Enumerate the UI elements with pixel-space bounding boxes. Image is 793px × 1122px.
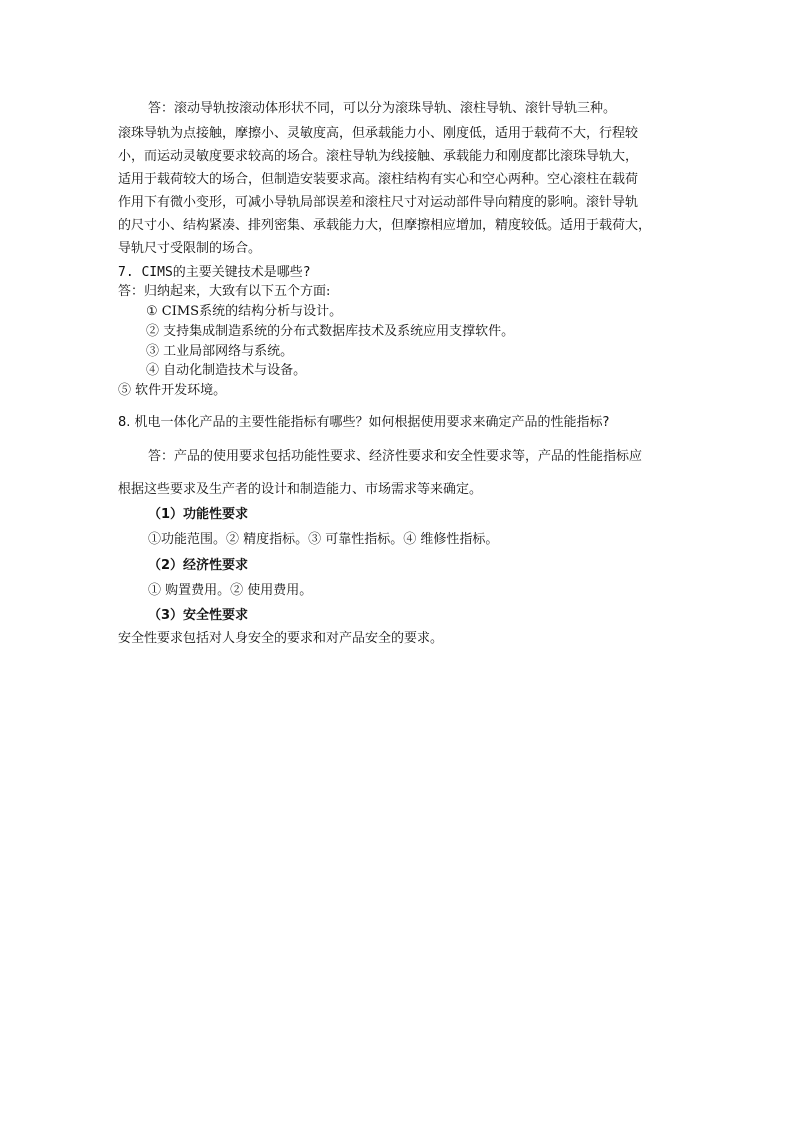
question7-item-1: ① CIMS系统的结构分析与设计。 xyxy=(146,304,343,319)
section6-answer-line-4: 作用下有微小变形，可减小导轨局部误差和滚柱尺寸对运动部件导向精度的影响。滚针导轨 xyxy=(118,195,639,210)
question7-item-5: ⑤ 软件开发环境。 xyxy=(118,383,227,398)
question7-answer-intro: 答：归纳起来，大致有以下五个方面: xyxy=(118,284,331,299)
question8-section3-text: 安全性要求包括对人身安全的要求和对产品安全的要求。 xyxy=(118,631,444,646)
question8-section2-heading: （2）经济性要求 xyxy=(148,558,249,573)
section6-answer-line-5: 的尺寸小、结构紧凑、排列密集、承载能力大，但摩擦相应增加，精度较低。适用于载荷大， xyxy=(118,218,652,233)
section6-answer-line-3: 适用于载荷较大的场合，但制造安装要求高。滚柱结构有实心和空心两种。空心滚柱在载荷 xyxy=(118,172,639,187)
question8-answer-line-2: 根据这些要求及生产者的设计和制造能力、市场需求等来确定。 xyxy=(118,482,483,497)
question7-item-3: ③ 工业局部网络与系统。 xyxy=(146,344,294,359)
section6-answer-line-6: 导轨尺寸受限制的场合。 xyxy=(118,241,262,256)
section6-answer-line-2: 小，而运动灵敏度要求较高的场合。滚柱导轨为线接触、承载能力和刚度都比滚珠导轨大， xyxy=(118,149,639,164)
question7-title: 7. CIMS的主要关键技术是哪些? xyxy=(118,265,311,280)
question8-section2-text: ① 购置费用。② 使用费用。 xyxy=(148,583,313,598)
question7-item-2: ② 支持集成制造系统的分布式数据库技术及系统应用支撑软件。 xyxy=(146,324,515,339)
question8-section3-heading: （3）安全性要求 xyxy=(148,608,249,623)
question8-section1-text: ①功能范围。② 精度指标。③ 可靠性指标。④ 维修性指标。 xyxy=(148,532,499,547)
question8-section1-heading: （1）功能性要求 xyxy=(148,507,249,522)
question7-item-4: ④ 自动化制造技术与设备。 xyxy=(146,363,307,378)
question8-title: 8. 机电一体化产品的主要性能指标有哪些？如何根据使用要求来确定产品的性能指标? xyxy=(118,415,610,430)
section6-answer-line-1: 滚珠导轨为点接触，摩擦小、灵敏度高，但承载能力小、刚度低，适用于载荷不大，行程较 xyxy=(118,126,639,141)
question8-answer-line-1: 答：产品的使用要求包括功能性要求、经济性要求和安全性要求等，产品的性能指标应 xyxy=(148,449,643,464)
section6-answer-intro: 答：滚动导轨按滚动体形状不同，可以分为滚珠导轨、滚柱导轨、滚针导轨三种。 xyxy=(148,101,617,116)
